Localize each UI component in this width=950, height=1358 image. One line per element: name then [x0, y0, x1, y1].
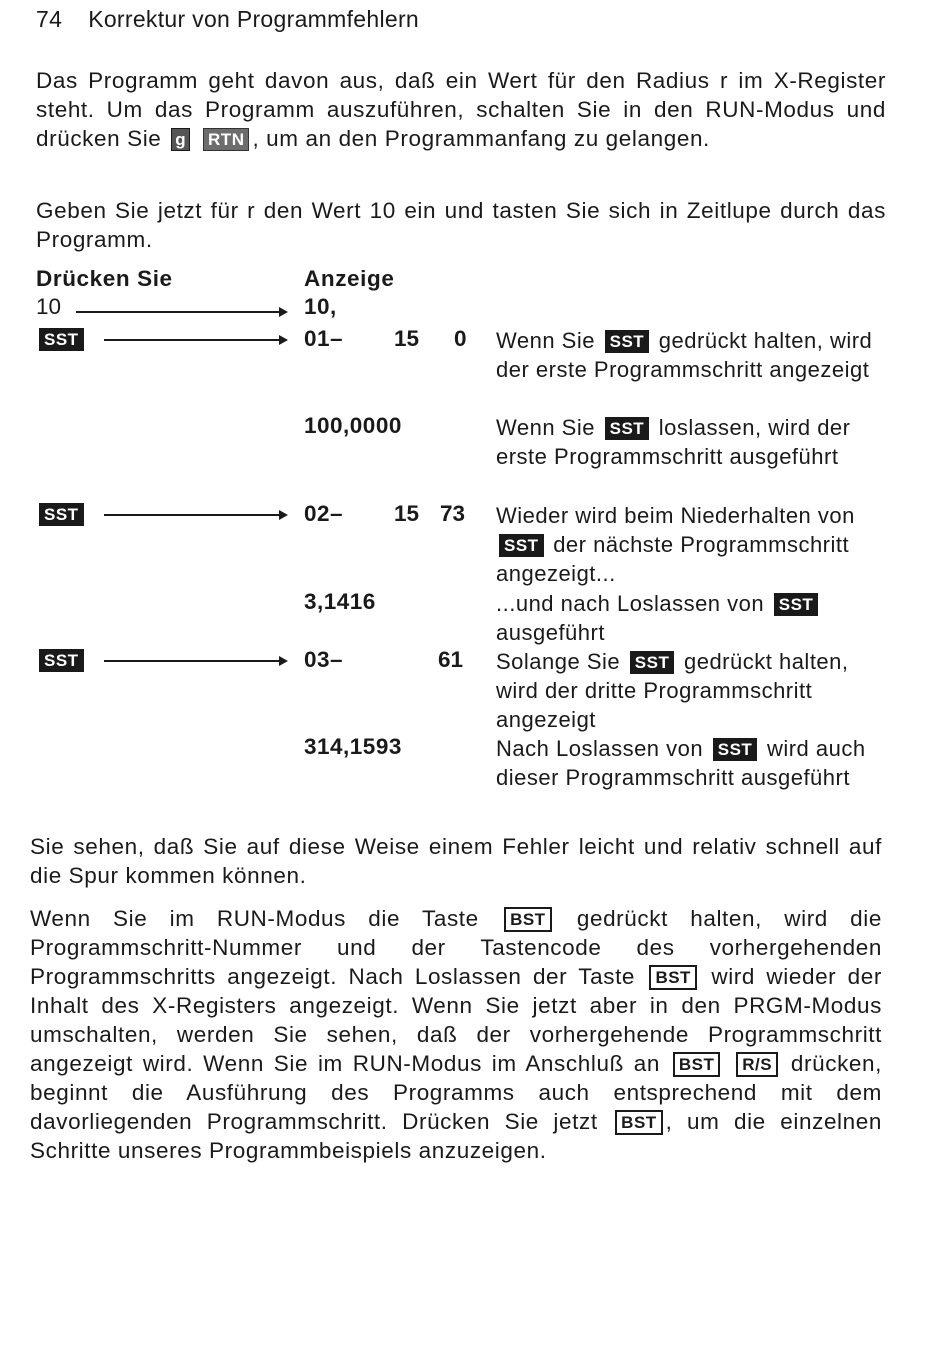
note-text: der nächste Programmschritt angezeigt... — [496, 532, 850, 586]
note-text: Solange Sie — [496, 649, 621, 674]
intro-paragraph-1 — [36, 66, 886, 153]
intro-text-a: Das Programm geht davon aus, daß ein Wert für den Radius r im X-Register steht. Um das Programm auszuführen, schalten Sie in den RUN-Modus und drücken Sie — [36, 68, 886, 151]
keycode-b: 0 — [454, 326, 467, 351]
bst-key: BST — [504, 907, 552, 932]
display-value: 10, — [304, 294, 337, 319]
sst-key: SST — [605, 417, 650, 440]
row-note — [496, 326, 886, 384]
sst-key: SST — [39, 649, 84, 672]
display-step: 01– — [304, 326, 344, 351]
display-value: 3,1416 — [304, 589, 376, 614]
row-key-10: 10 — [36, 294, 62, 319]
outro-text: wird wieder der Inhalt des X-Registers angezeigt. Wenn Sie jetzt aber in den PRGM-Modus umschalten, werden Sie sehen, daß der vorhergehende Programmschritt angezeigt wird. Wenn Sie im RUN-Modus im Anschluß an — [30, 964, 882, 1076]
display-value: 314,1593 — [304, 734, 402, 759]
intro-paragraph-2: Geben Sie jetzt für r den Wert 10 ein und tasten Sie sich in Zeitlupe durch das Programm. — [36, 198, 886, 252]
rs-key: R/S — [736, 1052, 778, 1077]
arrow — [76, 311, 286, 313]
sst-key: SST — [713, 738, 758, 761]
keycode-b: 61 — [438, 647, 464, 672]
row-note — [496, 413, 886, 471]
sst-key: SST — [39, 503, 84, 526]
sst-key: SST — [39, 328, 84, 351]
note-text: gedrückt halten, wird der erste Programmschritt angezeigt — [496, 328, 873, 382]
bst-key: BST — [673, 1052, 721, 1077]
bst-key: BST — [649, 965, 697, 990]
row-key-sst — [36, 501, 87, 527]
row-key-sst — [36, 326, 87, 352]
display-step: 03– — [304, 647, 344, 672]
row-note — [496, 647, 886, 734]
page-number: 74 — [36, 6, 63, 32]
outro-text: gedrückt halten, wird die Programmschritt-Nummer und der Tastencode des vorhergehenden Programmschritts angezeigt. Nach Loslassen der Taste — [30, 906, 882, 989]
keycode-b: 73 — [440, 501, 466, 526]
row-note — [496, 589, 886, 647]
page-header — [36, 6, 419, 33]
sst-key: SST — [774, 593, 819, 616]
arrow — [104, 514, 286, 516]
bst-key: BST — [615, 1110, 663, 1135]
keycode-a: 15 — [394, 326, 420, 351]
row-note — [496, 734, 886, 792]
note-text: ausgeführt — [496, 620, 605, 645]
note-text: wird auch dieser Programmschritt ausgeführt — [496, 736, 866, 790]
sst-key: SST — [630, 651, 675, 674]
display-value: 100,0000 — [304, 413, 402, 438]
note-text: Wenn Sie — [496, 328, 595, 353]
outro-text: drücken, beginnt die Ausführung des Programms auch entsprechend mit dem davorliegenden Programmschritt. Drücken Sie jetzt — [30, 1051, 883, 1134]
note-text: Wieder wird beim Niederhalten von — [496, 503, 855, 528]
row-note — [496, 501, 886, 588]
outro-text: , um die einzelnen Schritte unseres Programmbeispiels anzuzeigen. — [30, 1109, 882, 1163]
sst-key: SST — [499, 534, 544, 557]
column-display-heading: Anzeige — [304, 266, 395, 291]
intro-text-b: , um an den Programmanfang zu gelangen. — [252, 126, 710, 151]
display-step: 02– — [304, 501, 344, 526]
key-rtn: RTN — [203, 128, 249, 151]
note-text: loslassen, wird der erste Programmschritt ausgeführt — [496, 415, 851, 469]
note-text: Nach Loslassen von — [496, 736, 704, 761]
outro-text: Wenn Sie im RUN-Modus die Taste — [30, 906, 479, 931]
note-text: Wenn Sie — [496, 415, 595, 440]
sst-key: SST — [605, 330, 650, 353]
chapter-title: Korrektur von Programmfehlern — [88, 6, 420, 32]
keycode-a: 15 — [394, 501, 420, 526]
note-text: gedrückt halten, wird der dritte Programmschritt angezeigt — [496, 649, 849, 732]
arrow — [104, 660, 286, 662]
row-key-sst — [36, 647, 87, 673]
outro-paragraph-2 — [30, 904, 882, 1165]
key-g: g — [171, 128, 190, 151]
arrow — [104, 339, 286, 341]
note-text: ...und nach Loslassen von — [496, 591, 765, 616]
outro-paragraph-1: Sie sehen, daß Sie auf diese Weise einem Fehler leicht und relativ schnell auf die Spur kommen können. — [30, 834, 882, 888]
column-keys-heading: Drücken Sie — [36, 266, 173, 291]
